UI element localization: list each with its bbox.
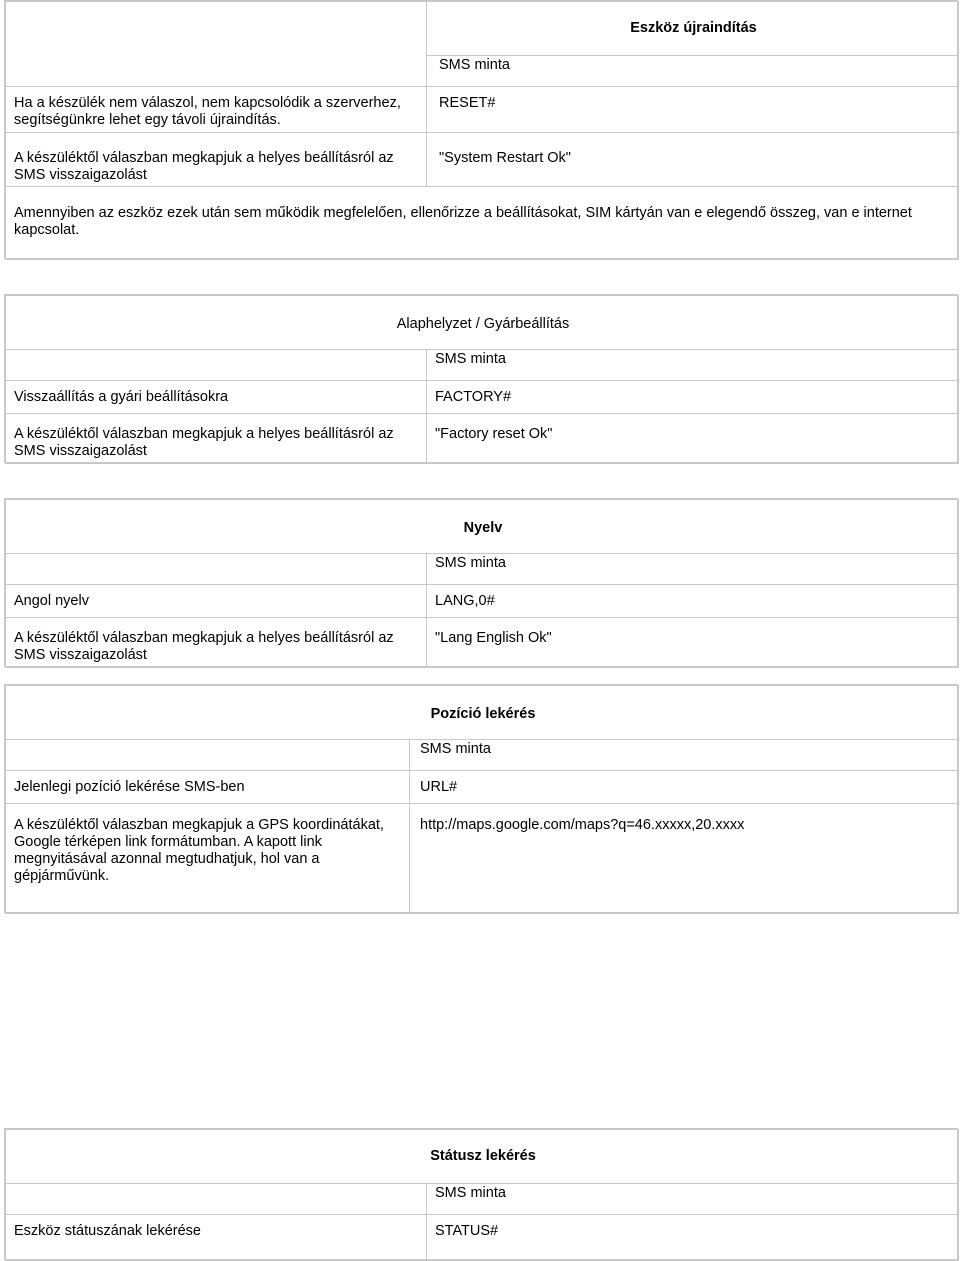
position-row2-desc-cell bbox=[5, 803, 410, 914]
reset-row1-cmd-cell bbox=[426, 86, 959, 133]
factory-row2-desc: A készüléktől válaszban megkapjuk a helyes beállításról az SMS visszaigazolást bbox=[14, 426, 398, 459]
language-sms-label: SMS minta bbox=[435, 555, 506, 571]
position-row1-desc-cell bbox=[5, 770, 410, 804]
factory-row2-resp-cell bbox=[426, 413, 959, 464]
language-row1-desc: Angol nyelv bbox=[14, 593, 89, 609]
position-row2-resp-cell bbox=[409, 803, 959, 914]
language-row1-cmd-cell bbox=[426, 584, 959, 618]
status-row1-cmd: STATUS# bbox=[435, 1223, 499, 1239]
language-row1-cmd: LANG,0# bbox=[435, 593, 495, 609]
position-row2-desc: A készüléktől válaszban megkapjuk a GPS koordinátákat, Google térképen link formátumban. A kapott link megnyitásával azonnal megtudhatjuk, hol van a gépjárművünk. bbox=[14, 817, 388, 884]
factory-row1-desc-cell bbox=[5, 380, 427, 414]
reset-row2-desc-cell bbox=[5, 132, 427, 187]
factory-title-cell bbox=[5, 295, 959, 350]
position-left-blank-cell bbox=[5, 739, 410, 771]
reset-row1-desc: Ha a készülék nem válaszol, nem kapcsolódik a szerverhez, segítségünkre lehet egy távoli újraindítás. bbox=[14, 95, 405, 128]
position-row1-cmd-cell bbox=[409, 770, 959, 804]
factory-row2-resp: "Factory reset Ok" bbox=[435, 426, 553, 442]
position-title: Pozíció lekérés bbox=[430, 706, 536, 722]
language-row1-desc-cell bbox=[5, 584, 427, 618]
status-left-blank-cell bbox=[5, 1183, 427, 1215]
position-sms-label: SMS minta bbox=[420, 741, 491, 757]
reset-row1-cmd: RESET# bbox=[439, 95, 496, 111]
reset-row2-desc: A készüléktől válaszban megkapjuk a helyes beállításról az SMS visszaigazolást bbox=[14, 150, 398, 183]
reset-row1-desc-cell bbox=[5, 86, 427, 133]
language-row2-desc-cell bbox=[5, 617, 427, 668]
status-row1-cmd-cell bbox=[426, 1214, 959, 1261]
factory-row2-desc-cell bbox=[5, 413, 427, 464]
factory-sms-label: SMS minta bbox=[435, 351, 506, 367]
status-title-cell bbox=[5, 1129, 959, 1184]
status-row1-desc-cell bbox=[5, 1214, 427, 1261]
factory-row1-desc: Visszaállítás a gyári beállításokra bbox=[14, 389, 229, 405]
factory-table bbox=[4, 294, 958, 463]
language-left-blank-cell bbox=[5, 553, 427, 585]
factory-left-blank-cell bbox=[5, 349, 427, 381]
position-title-cell bbox=[5, 685, 959, 740]
reset-table bbox=[4, 0, 958, 259]
position-row1-desc: Jelenlegi pozíció lekérése SMS-ben bbox=[14, 779, 245, 795]
language-title-cell bbox=[5, 499, 959, 554]
language-table bbox=[4, 498, 958, 667]
reset-title: Eszköz újraindítás bbox=[630, 20, 757, 36]
position-sms-label-cell bbox=[409, 739, 959, 771]
language-row2-resp-cell bbox=[426, 617, 959, 668]
reset-note-cell bbox=[5, 186, 959, 260]
reset-row2-resp: "System Restart Ok" bbox=[439, 150, 571, 166]
position-row1-cmd: URL# bbox=[420, 779, 458, 795]
factory-title: Alaphelyzet / Gyárbeállítás bbox=[396, 316, 570, 332]
reset-sms-label-cell bbox=[426, 55, 959, 87]
reset-row2-resp-cell bbox=[426, 132, 959, 187]
reset-sms-label: SMS minta bbox=[439, 57, 510, 73]
position-table bbox=[4, 684, 958, 913]
language-title: Nyelv bbox=[463, 520, 503, 536]
factory-row1-cmd-cell bbox=[426, 380, 959, 414]
factory-sms-label-cell bbox=[426, 349, 959, 381]
reset-title-cell bbox=[426, 1, 959, 56]
status-title: Státusz lekérés bbox=[430, 1148, 536, 1164]
status-row1-desc: Eszköz státuszának lekérése bbox=[14, 1223, 201, 1239]
reset-note: Amennyiben az eszköz ezek után sem működik megfelelően, ellenőrizze a beállításokat, SIM kártyán van e elegendő összeg, van e internet kapcsolat. bbox=[14, 205, 916, 238]
language-row2-desc: A készüléktől válaszban megkapjuk a helyes beállításról az SMS visszaigazolást bbox=[14, 630, 398, 663]
reset-left-header-cell bbox=[5, 1, 427, 87]
status-sms-label-cell bbox=[426, 1183, 959, 1215]
factory-row1-cmd: FACTORY# bbox=[435, 389, 512, 405]
language-sms-label-cell bbox=[426, 553, 959, 585]
language-row2-resp: "Lang English Ok" bbox=[435, 630, 552, 646]
position-row2-resp: http://maps.google.com/maps?q=46.xxxxx,20.xxxx bbox=[420, 817, 745, 833]
status-table bbox=[4, 1128, 958, 1260]
status-sms-label: SMS minta bbox=[435, 1185, 506, 1201]
